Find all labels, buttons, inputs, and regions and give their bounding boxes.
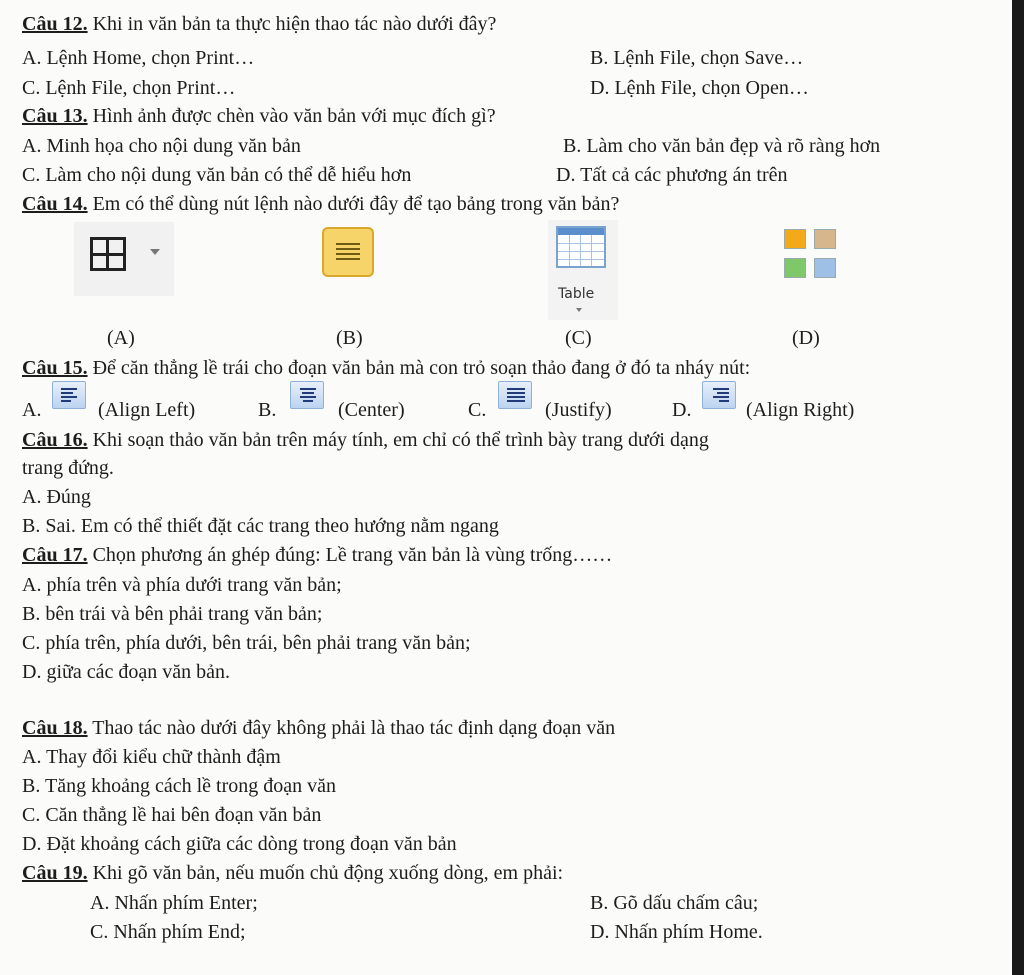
justify-icon [498, 381, 532, 409]
question-12 [22, 12, 496, 36]
question-12-label: Câu 12. [22, 13, 88, 35]
question-18-text: Thao tác nào dưới đây không phải là thao tác định dạng đoạn văn [87, 717, 616, 739]
q15-a-text: (Align Left) [98, 399, 196, 421]
question-16 [22, 428, 709, 452]
question-13-label: Câu 13. [22, 105, 88, 127]
question-14-text: Em có thể dùng nút lệnh nào dưới đây để tạo bảng trong văn bản? [87, 193, 620, 215]
q17-option-d: D. giữa các đoạn văn bản. [22, 661, 230, 683]
q12-option-c: C. Lệnh File, chọn Print… [22, 77, 236, 99]
align-center-icon [290, 381, 324, 409]
q13-option-c: C. Làm cho nội dung văn bản có thể dễ hiểu hơn [22, 164, 412, 186]
question-19-text: Khi gõ văn bản, nếu muốn chủ động xuống dòng, em phải: [87, 862, 564, 884]
smartart-icon [814, 258, 836, 278]
q15-b-letter: B. [258, 399, 277, 421]
page-edge [1012, 0, 1024, 975]
table-grid-icon [90, 237, 126, 271]
q13-option-b: B. Làm cho văn bản đẹp và rõ ràng hơn [563, 135, 881, 157]
q16-option-b: B. Sai. Em có thể thiết đặt các trang theo hướng nằm ngang [22, 515, 499, 537]
question-16-label: Câu 16. [22, 429, 88, 451]
q19-option-b: B. Gõ dấu chấm câu; [590, 892, 759, 914]
q18-option-d: D. Đặt khoảng cách giữa các dòng trong đoạn văn bản [22, 833, 457, 855]
q15-b-text: (Center) [338, 399, 405, 421]
question-15-text: Để căn thẳng lề trái cho đoạn văn bản mà con trỏ soạn thảo đang ở đó ta nháy nút: [87, 357, 751, 379]
question-17-text: Chọn phương án ghép đúng: Lề trang văn bản là vùng trống…… [87, 544, 613, 566]
q19-option-c: C. Nhấn phím End; [90, 921, 246, 943]
q12-option-d: D. Lệnh File, chọn Open… [590, 77, 809, 99]
question-13 [22, 104, 496, 128]
q18-option-a: A. Thay đổi kiểu chữ thành đậm [22, 746, 281, 768]
option-b-caption: (B) [336, 327, 363, 349]
q13-option-a: A. Minh họa cho nội dung văn bản [22, 135, 301, 157]
question-17-label: Câu 17. [22, 544, 88, 566]
option-a-caption: (A) [107, 327, 135, 349]
option-d-caption: (D) [792, 327, 820, 349]
q13-option-d: D. Tất cả các phương án trên [556, 164, 788, 186]
question-15-label: Câu 15. [22, 357, 88, 379]
q16-option-a: A. Đúng [22, 486, 91, 508]
question-14 [22, 192, 619, 216]
q18-option-c: C. Căn thẳng lề hai bên đoạn văn bản [22, 804, 322, 826]
q17-option-b: B. bên trái và bên phải trang văn bản; [22, 603, 323, 625]
question-17 [22, 543, 612, 567]
question-15 [22, 356, 750, 380]
insert-table-icon [556, 226, 606, 268]
q15-d-letter: D. [672, 399, 692, 421]
question-13-text: Hình ảnh được chèn vào văn bản với mục đích gì? [87, 105, 496, 127]
question-16-text-cont: trang đứng. [22, 457, 114, 479]
align-left-icon [52, 381, 86, 409]
shapes-icon [784, 258, 806, 278]
question-19 [22, 861, 563, 885]
q19-option-a: A. Nhấn phím Enter; [90, 892, 258, 914]
question-14-label: Câu 14. [22, 193, 88, 215]
q19-option-d: D. Nhấn phím Home. [590, 921, 763, 943]
q15-c-letter: C. [468, 399, 487, 421]
yellow-align-icon [322, 227, 374, 277]
picture-shapes-icon [784, 229, 806, 249]
question-18 [22, 716, 615, 740]
option-c-caption: (C) [565, 327, 592, 349]
question-16-text: Khi soạn thảo văn bản trên máy tính, em chỉ có thể trình bày trang dưới dạng [87, 429, 709, 451]
q15-d-text: (Align Right) [746, 399, 855, 421]
question-18-label: Câu 18. [22, 717, 88, 739]
q12-option-b: B. Lệnh File, chọn Save… [590, 47, 804, 69]
q15-a-letter: A. [22, 399, 42, 421]
chevron-down-icon [150, 249, 160, 255]
q18-option-b: B. Tăng khoảng cách lề trong đoạn văn [22, 775, 336, 797]
q17-option-a: A. phía trên và phía dưới trang văn bản; [22, 574, 342, 596]
question-19-label: Câu 19. [22, 862, 88, 884]
q12-option-a: A. Lệnh Home, chọn Print… [22, 47, 255, 69]
align-right-icon [702, 381, 736, 409]
q17-option-c: C. phía trên, phía dưới, bên trái, bên phải trang văn bản; [22, 632, 471, 654]
chevron-down-icon [576, 308, 582, 312]
clip-art-icon [814, 229, 836, 249]
question-12-text: Khi in văn bản ta thực hiện thao tác nào dưới đây? [87, 13, 497, 35]
table-button-label: Table [558, 286, 595, 302]
q15-c-text: (Justify) [545, 399, 612, 421]
